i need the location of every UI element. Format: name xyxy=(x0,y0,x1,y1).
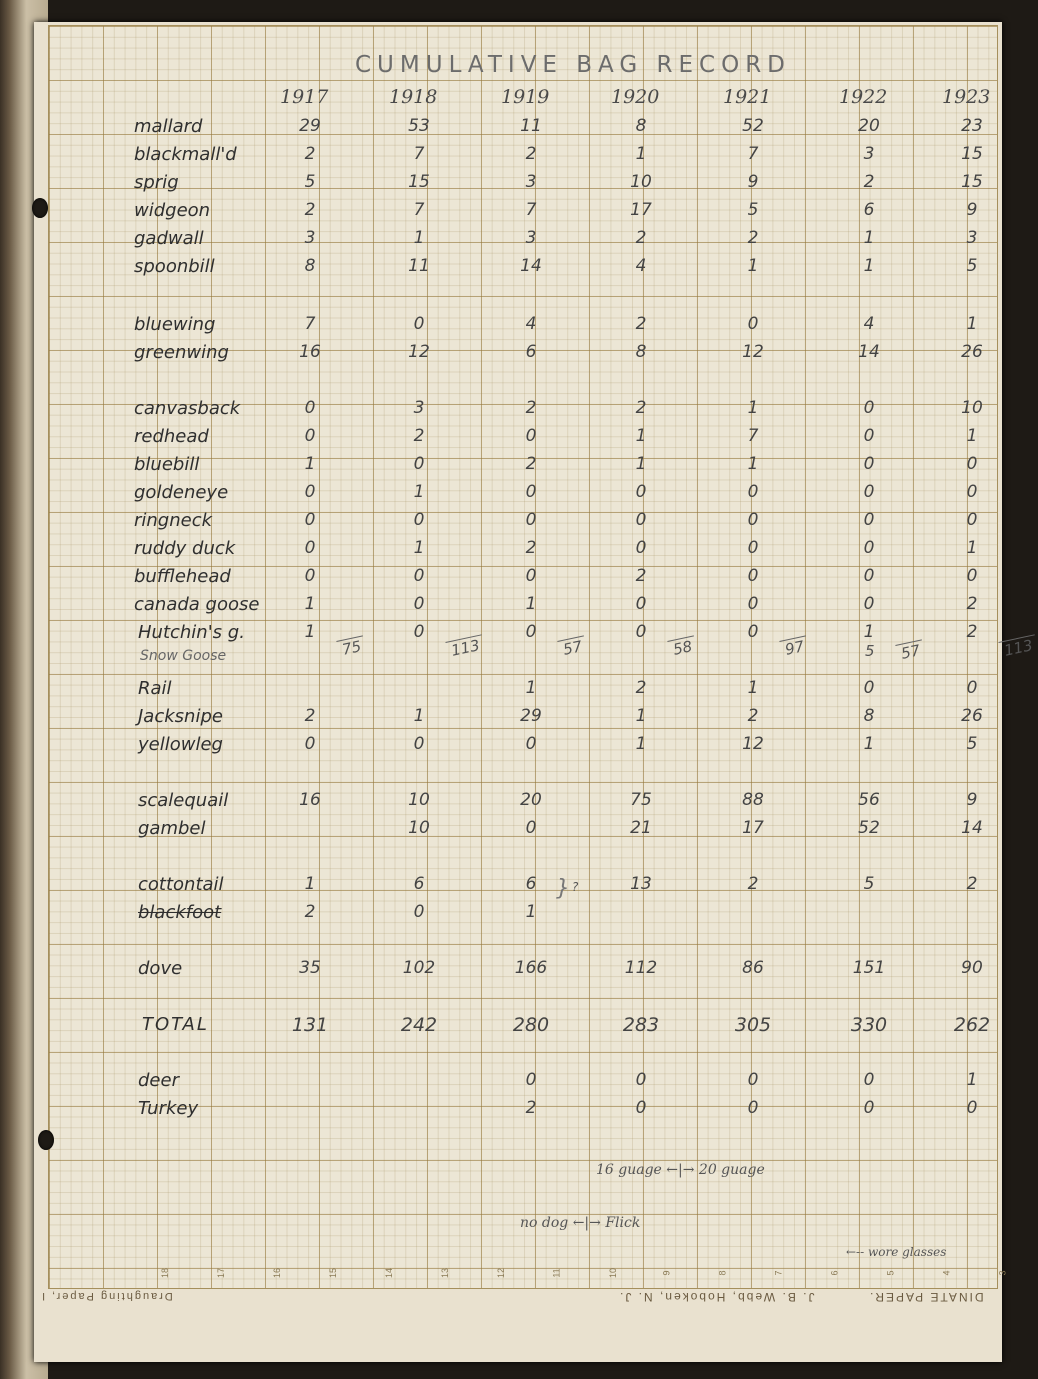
cell-value: 17 xyxy=(630,200,652,220)
page-title: CUMULATIVE BAG RECORD xyxy=(355,52,791,78)
cell-value: 5 xyxy=(304,172,316,192)
cell-value: 12 xyxy=(742,734,764,754)
year-header-1923: 1923 xyxy=(942,86,991,108)
cell-value: 0 xyxy=(863,454,875,474)
species-label: canvasback xyxy=(134,398,241,419)
cell-value: 0 xyxy=(525,510,537,530)
cell-value: 0 xyxy=(966,566,978,586)
cell-value: 5 xyxy=(966,734,978,754)
cell-value: 0 xyxy=(863,594,875,614)
binder-hole-icon xyxy=(32,198,48,218)
gauge-note: 16 guage ←|→ 20 guage xyxy=(596,1162,765,1178)
glasses-note: ←-- wore glasses xyxy=(846,1245,947,1259)
cell-value: 3 xyxy=(525,172,537,192)
cell-value: 13 xyxy=(630,874,652,894)
cell-value: 0 xyxy=(304,566,316,586)
cell-value: 0 xyxy=(635,538,647,558)
waterfowl-subtotal: 113 xyxy=(998,634,1038,660)
species-label: TOTAL xyxy=(142,1014,209,1035)
cell-value: 0 xyxy=(525,818,537,838)
ruler-tick: 12 xyxy=(496,1267,507,1279)
cottontail-brace: } xyxy=(556,876,570,901)
cell-value: 4 xyxy=(863,314,875,334)
cell-value: 0 xyxy=(304,426,316,446)
year-header-1921: 1921 xyxy=(723,86,772,108)
cell-value: 75 xyxy=(630,790,652,810)
cell-value: 7 xyxy=(413,200,425,220)
cell-value: 17 xyxy=(742,818,764,838)
cell-value: 0 xyxy=(747,482,759,502)
species-label: goldeneye xyxy=(134,482,229,503)
waterfowl-subtotal: 97 xyxy=(779,635,809,659)
cell-value: 5 xyxy=(863,874,875,894)
cell-value: 0 xyxy=(863,510,875,530)
cell-value: 2 xyxy=(304,144,316,164)
cell-value: 23 xyxy=(961,116,983,136)
cell-value: 0 xyxy=(413,622,425,642)
species-label: ruddy duck xyxy=(134,538,236,559)
cell-value: 21 xyxy=(630,818,652,838)
cell-value: 3 xyxy=(304,228,316,248)
year-header-1919: 1919 xyxy=(501,86,550,108)
cell-value: 1 xyxy=(413,706,425,726)
ruler-tick: 6 xyxy=(829,1270,840,1276)
cell-value: 0 xyxy=(747,566,759,586)
ruler-tick: 10 xyxy=(608,1267,619,1279)
cell-value: 6 xyxy=(863,200,875,220)
cell-value: 1 xyxy=(635,734,647,754)
cell-value: 8 xyxy=(304,256,316,276)
cell-value: 0 xyxy=(966,454,978,474)
ruler-tick: 13 xyxy=(440,1267,451,1279)
cell-value: 2 xyxy=(966,874,978,894)
cell-value: 0 xyxy=(966,482,978,502)
cell-value: 283 xyxy=(622,1014,660,1036)
cell-value: 1 xyxy=(966,538,978,558)
cell-value: 6 xyxy=(525,342,537,362)
cell-value: 0 xyxy=(863,538,875,558)
year-header-1922: 1922 xyxy=(839,86,888,108)
cell-value: 15 xyxy=(961,144,983,164)
cell-value: 0 xyxy=(413,734,425,754)
species-label: gambel xyxy=(138,818,206,839)
species-label: bluebill xyxy=(134,454,200,475)
cell-value: 7 xyxy=(413,144,425,164)
footer-paper-name: DINATE PAPER. xyxy=(868,1290,984,1304)
cell-value: 10 xyxy=(408,818,430,838)
cell-value: 2 xyxy=(966,594,978,614)
waterfowl-subtotal: 113 xyxy=(445,634,485,660)
cell-value: 0 xyxy=(525,566,537,586)
cell-value: 1 xyxy=(863,622,875,642)
cell-value: 1 xyxy=(413,482,425,502)
cell-value: 0 xyxy=(747,1070,759,1090)
cell-value: 0 xyxy=(413,594,425,614)
species-label: bufflehead xyxy=(134,566,231,587)
cell-value: 26 xyxy=(961,706,983,726)
year-header-1918: 1918 xyxy=(389,86,438,108)
cell-value: 102 xyxy=(402,958,436,978)
cell-value: 52 xyxy=(858,818,880,838)
cell-value: 0 xyxy=(525,1070,537,1090)
waterfowl-subtotal: 57 xyxy=(895,639,925,663)
cell-value: 0 xyxy=(413,902,425,922)
cell-value: 6 xyxy=(413,874,425,894)
waterfowl-subtotal: 57 xyxy=(557,635,587,659)
cell-value: 0 xyxy=(747,622,759,642)
species-label: blackfoot xyxy=(138,902,222,923)
cell-value: 0 xyxy=(525,426,537,446)
cell-value: 1 xyxy=(525,678,537,698)
cell-value: 14 xyxy=(520,256,542,276)
cell-value: 0 xyxy=(413,314,425,334)
cell-value: 112 xyxy=(624,958,658,978)
cell-value: 1 xyxy=(747,256,759,276)
cell-value: 1 xyxy=(525,902,537,922)
cell-value: 7 xyxy=(747,144,759,164)
waterfowl-subtotal: 75 xyxy=(336,635,366,659)
cell-value: 0 xyxy=(304,734,316,754)
ruler-tick: 11 xyxy=(551,1268,562,1278)
cell-value: 1 xyxy=(304,874,316,894)
binder-hole-icon xyxy=(38,1130,54,1150)
species-label: Turkey xyxy=(138,1098,199,1119)
cell-value: 0 xyxy=(635,510,647,530)
cell-value: 1 xyxy=(747,398,759,418)
snow-goose-label: Snow Goose xyxy=(140,648,227,664)
species-label: gadwall xyxy=(134,228,204,249)
species-label: scalequail xyxy=(138,790,229,811)
cell-value: 0 xyxy=(635,482,647,502)
snow-goose-1922-value: 5 xyxy=(865,642,875,660)
cell-value: 15 xyxy=(961,172,983,192)
cell-value: 9 xyxy=(747,172,759,192)
cell-value: 0 xyxy=(747,594,759,614)
cell-value: 86 xyxy=(742,958,764,978)
cell-value: 0 xyxy=(413,510,425,530)
species-label: greenwing xyxy=(134,342,229,363)
cell-value: 2 xyxy=(525,144,537,164)
cell-value: 0 xyxy=(304,510,316,530)
cell-value: 0 xyxy=(863,566,875,586)
footer-maker: J. B. Webb, Hoboken, N. J. xyxy=(618,1290,815,1304)
cell-value: 2 xyxy=(635,228,647,248)
ruler-tick: 9 xyxy=(661,1270,672,1276)
cell-value: 35 xyxy=(299,958,321,978)
cell-value: 0 xyxy=(304,398,316,418)
species-label: Jacksnipe xyxy=(138,706,223,727)
cell-value: 1 xyxy=(966,426,978,446)
ruler-tick: 18 xyxy=(160,1267,171,1279)
cell-value: 0 xyxy=(525,482,537,502)
species-label: Rail xyxy=(138,678,172,699)
cell-value: 11 xyxy=(408,256,430,276)
cell-value: 1 xyxy=(304,622,316,642)
cell-value: 0 xyxy=(635,1098,647,1118)
cell-value: 56 xyxy=(858,790,880,810)
cell-value: 2 xyxy=(863,172,875,192)
species-label: redhead xyxy=(134,426,209,447)
species-label: widgeon xyxy=(134,200,211,221)
cell-value: 15 xyxy=(408,172,430,192)
cell-value: 0 xyxy=(863,1098,875,1118)
cell-value: 0 xyxy=(863,482,875,502)
cell-value: 12 xyxy=(742,342,764,362)
cell-value: 305 xyxy=(734,1014,772,1036)
dog-note: no dog ←|→ Flick xyxy=(520,1215,641,1231)
cell-value: 0 xyxy=(966,1098,978,1118)
ruler-tick: 4 xyxy=(941,1270,952,1276)
cell-value: 0 xyxy=(747,538,759,558)
species-label: sprig xyxy=(134,172,179,193)
cell-value: 8 xyxy=(635,116,647,136)
cell-value: 1 xyxy=(304,454,316,474)
cell-value: 0 xyxy=(413,566,425,586)
cell-value: 2 xyxy=(635,314,647,334)
cell-value: 90 xyxy=(961,958,983,978)
cell-value: 0 xyxy=(863,426,875,446)
cell-value: 2 xyxy=(747,228,759,248)
ruler-tick: 16 xyxy=(272,1267,283,1279)
cell-value: 12 xyxy=(408,342,430,362)
species-label: mallard xyxy=(134,116,203,137)
cell-value: 53 xyxy=(408,116,430,136)
cell-value: 1 xyxy=(635,144,647,164)
ruler-tick: 7 xyxy=(773,1270,784,1276)
cell-value: 0 xyxy=(747,1098,759,1118)
cell-value: 88 xyxy=(742,790,764,810)
cell-value: 29 xyxy=(299,116,321,136)
cell-value: 2 xyxy=(304,706,316,726)
cell-value: 2 xyxy=(635,398,647,418)
cell-value: 5 xyxy=(747,200,759,220)
cell-value: 1 xyxy=(525,594,537,614)
year-header-1920: 1920 xyxy=(611,86,660,108)
ruler-tick: 5 xyxy=(885,1270,896,1276)
cell-value: 9 xyxy=(966,790,978,810)
cell-value: 4 xyxy=(635,256,647,276)
cell-value: 0 xyxy=(863,678,875,698)
species-label: cottontail xyxy=(138,874,224,895)
cell-value: 10 xyxy=(408,790,430,810)
cell-value: 1 xyxy=(966,1070,978,1090)
cell-value: 242 xyxy=(400,1014,438,1036)
cell-value: 0 xyxy=(747,314,759,334)
cell-value: 1 xyxy=(747,454,759,474)
cell-value: 0 xyxy=(966,678,978,698)
cell-value: 1 xyxy=(635,706,647,726)
cell-value: 14 xyxy=(858,342,880,362)
cell-value: 10 xyxy=(630,172,652,192)
cottontail-question-mark: ? xyxy=(572,880,579,894)
cell-value: 52 xyxy=(742,116,764,136)
cell-value: 20 xyxy=(520,790,542,810)
cell-value: 2 xyxy=(525,538,537,558)
footer-left-page: Draughting Paper, I xyxy=(40,1290,173,1302)
cell-value: 0 xyxy=(635,594,647,614)
cell-value: 1 xyxy=(304,594,316,614)
species-label: canada goose xyxy=(134,594,260,615)
year-header-1917: 1917 xyxy=(280,86,329,108)
cell-value: 14 xyxy=(961,818,983,838)
ruler-tick: 14 xyxy=(384,1267,395,1279)
species-label: dove xyxy=(138,958,183,979)
cell-value: 1 xyxy=(747,678,759,698)
cell-value: 3 xyxy=(863,144,875,164)
cell-value: 2 xyxy=(747,874,759,894)
species-label: spoonbill xyxy=(134,256,215,277)
cell-value: 7 xyxy=(747,426,759,446)
cell-value: 0 xyxy=(525,734,537,754)
cell-value: 0 xyxy=(635,622,647,642)
cell-value: 2 xyxy=(747,706,759,726)
ruler-tick: 17 xyxy=(216,1267,227,1279)
cell-value: 1 xyxy=(863,256,875,276)
cell-value: 2 xyxy=(635,678,647,698)
cell-value: 0 xyxy=(413,454,425,474)
ruler-tick: 8 xyxy=(717,1270,728,1276)
cell-value: 10 xyxy=(961,398,983,418)
cell-value: 280 xyxy=(512,1014,550,1036)
cell-value: 0 xyxy=(304,482,316,502)
cell-value: 29 xyxy=(520,706,542,726)
species-label: bluewing xyxy=(134,314,216,335)
cell-value: 0 xyxy=(863,398,875,418)
cell-value: 2 xyxy=(525,454,537,474)
cell-value: 1 xyxy=(413,538,425,558)
species-label: yellowleg xyxy=(138,734,223,755)
cell-value: 11 xyxy=(520,116,542,136)
cell-value: 2 xyxy=(635,566,647,586)
cell-value: 3 xyxy=(413,398,425,418)
waterfowl-subtotal: 58 xyxy=(667,635,697,659)
cell-value: 1 xyxy=(635,426,647,446)
cell-value: 8 xyxy=(863,706,875,726)
species-label: Hutchin's g. xyxy=(138,622,245,643)
cell-value: 2 xyxy=(413,426,425,446)
cell-value: 0 xyxy=(635,1070,647,1090)
cell-value: 5 xyxy=(966,256,978,276)
cell-value: 26 xyxy=(961,342,983,362)
species-label: deer xyxy=(138,1070,179,1091)
cell-value: 6 xyxy=(525,874,537,894)
cell-value: 2 xyxy=(304,200,316,220)
cell-value: 166 xyxy=(514,958,548,978)
cell-value: 151 xyxy=(852,958,886,978)
cell-value: 16 xyxy=(299,342,321,362)
cell-value: 8 xyxy=(635,342,647,362)
cell-value: 0 xyxy=(525,622,537,642)
cell-value: 1 xyxy=(863,734,875,754)
cell-value: 7 xyxy=(304,314,316,334)
species-label: blackmall'd xyxy=(134,144,237,165)
cell-value: 20 xyxy=(858,116,880,136)
cell-value: 16 xyxy=(299,790,321,810)
cell-value: 330 xyxy=(850,1014,888,1036)
cell-value: 4 xyxy=(525,314,537,334)
cell-value: 3 xyxy=(525,228,537,248)
cell-value: 2 xyxy=(525,398,537,418)
cell-value: 7 xyxy=(525,200,537,220)
cell-value: 1 xyxy=(413,228,425,248)
cell-value: 2 xyxy=(966,622,978,642)
ruler-tick: 3 xyxy=(997,1270,1008,1276)
ruler-tick: 15 xyxy=(328,1267,339,1279)
cell-value: 1 xyxy=(635,454,647,474)
cell-value: 262 xyxy=(953,1014,991,1036)
cell-value: 1 xyxy=(863,228,875,248)
cell-value: 1 xyxy=(966,314,978,334)
cell-value: 9 xyxy=(966,200,978,220)
cell-value: 0 xyxy=(304,538,316,558)
cell-value: 0 xyxy=(863,1070,875,1090)
cell-value: 2 xyxy=(525,1098,537,1118)
cell-value: 0 xyxy=(966,510,978,530)
cell-value: 2 xyxy=(304,902,316,922)
cell-value: 131 xyxy=(291,1014,329,1036)
cell-value: 0 xyxy=(747,510,759,530)
species-label: ringneck xyxy=(134,510,213,531)
cell-value: 3 xyxy=(966,228,978,248)
